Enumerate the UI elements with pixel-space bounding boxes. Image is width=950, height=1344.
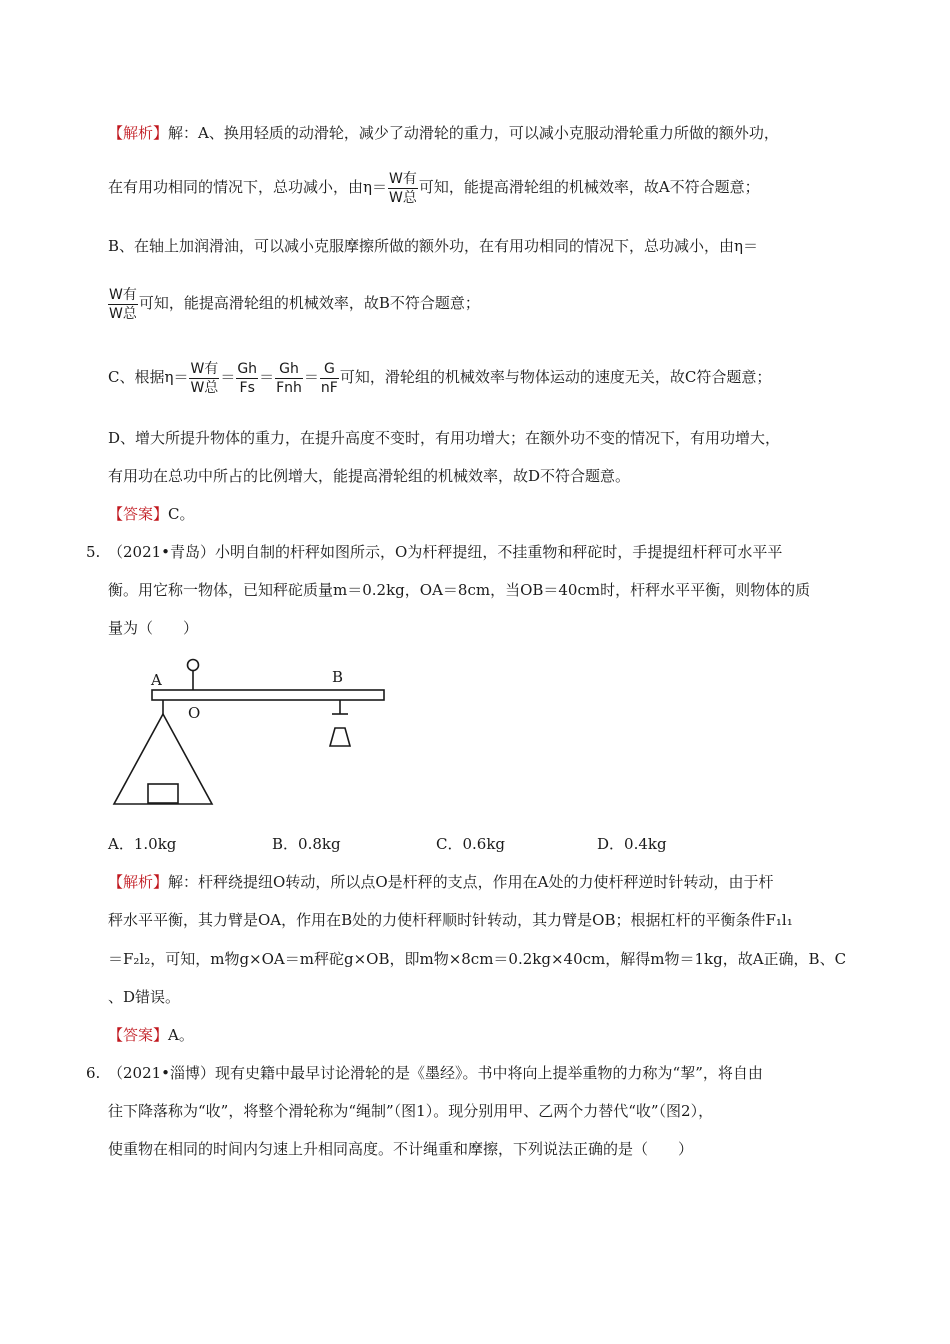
efficiency-fraction bbox=[388, 170, 418, 207]
question-number: 6. bbox=[86, 1064, 101, 1082]
analysis-paragraph bbox=[108, 872, 773, 892]
fraction-numerator: W有 bbox=[109, 286, 137, 303]
analysis-text: 解：A、换用轻质的动滑轮，减少了动滑轮的重力，可以减小克服动滑轮重力所做的额外功， bbox=[168, 124, 779, 142]
analysis-tag: 【解析】 bbox=[108, 124, 169, 142]
analysis-line: 秤水平平衡，其力臂是OA，作用在B处的力使杆秤顺时针转动，其力臂是OB；根据杠杆的平衡条件F₁l₁ bbox=[108, 911, 793, 929]
object-box bbox=[148, 784, 178, 803]
lift-knob bbox=[188, 660, 199, 671]
answer-tag: 【答案】 bbox=[108, 505, 169, 523]
fraction-denominator: nF bbox=[320, 379, 338, 396]
analysis-text: B、在轴上加润滑油，可以减小克服摩擦所做的额外功，在有用功相同的情况下，总功减小，由η＝ bbox=[108, 237, 759, 255]
steelyard-beam bbox=[152, 690, 384, 700]
fraction-denominator: W总 bbox=[109, 305, 137, 322]
efficiency-fraction bbox=[108, 286, 138, 323]
option-d: D．0.4kg bbox=[597, 835, 667, 853]
question-text: 往下降落称为“收”，将整个滑轮称为“绳制”（图1）。现分别用甲、乙两个力替代“收”（图2）， bbox=[108, 1102, 714, 1120]
counterweight bbox=[330, 728, 350, 746]
analysis-text: 可知，滑轮组的机械效率与物体运动的速度无关，故C符合题意； bbox=[339, 368, 772, 386]
analysis-line: ＝F₂l₂，可知，m物g×OA＝m秤砣g×OB，即m物×8cm＝0.2kg×40cm，解得m物＝1kg，故A正确，B、C bbox=[108, 950, 847, 968]
analysis-text: D、增大所提升物体的重力，在提升高度不变时，有用功增大；在额外功不变的情况下，有用功增大， bbox=[108, 429, 781, 447]
equals-sign: ＝ bbox=[303, 368, 319, 386]
analysis-line bbox=[108, 236, 758, 256]
analysis-text: 可知，能提高滑轮组的机械效率，故A不符合题意； bbox=[418, 178, 760, 196]
analysis-text: 在有用功相同的情况下，总功减小，由η＝ bbox=[108, 178, 387, 196]
analysis-text: C、根据η＝ bbox=[108, 368, 189, 386]
question-text: 衡。用它称一物体，已知秤砣质量m＝0.2kg，OA＝8cm，当OB＝40cm时，杆秤水平平衡，则物体的质 bbox=[108, 581, 811, 599]
fraction-denominator: Fnh bbox=[276, 379, 302, 396]
fraction-numerator: W有 bbox=[190, 360, 219, 377]
option-a: A．1.0kg bbox=[108, 835, 177, 853]
fraction-numerator: W有 bbox=[389, 170, 417, 187]
option-c: C．0.6kg bbox=[436, 835, 506, 853]
analysis-text: 解：杆秤绕提纽O转动，所以点O是杆秤的支点，作用在A处的力使杆秤逆时针转动，由于杆 bbox=[168, 873, 774, 891]
analysis-text: 有用功在总功中所占的比例增大，能提高滑轮组的机械效率，故D不符合题意。 bbox=[108, 467, 631, 485]
analysis-tag: 【解析】 bbox=[108, 873, 169, 891]
answer-paragraph bbox=[108, 504, 195, 524]
answer-tag: 【答案】 bbox=[108, 1026, 169, 1044]
analysis-text: 可知，能提高滑轮组的机械效率，故B不符合题意； bbox=[138, 294, 480, 312]
force-fraction bbox=[320, 360, 339, 397]
equals-sign: ＝ bbox=[220, 368, 236, 386]
question-text: （2021•淄博）现有史籍中最早讨论滑轮的是《墨经》。书中将向上提举重物的力称为“挈”，将自由 bbox=[108, 1064, 763, 1082]
analysis-line bbox=[108, 466, 630, 486]
answer-text: C。 bbox=[168, 505, 195, 523]
analysis-line bbox=[108, 164, 760, 210]
fraction-numerator: Gh bbox=[275, 360, 303, 379]
answer-text: A。 bbox=[168, 1026, 194, 1044]
fraction-denominator: Fs bbox=[239, 379, 255, 396]
work-fraction bbox=[236, 360, 258, 397]
analysis-line: 、D错误。 bbox=[108, 988, 181, 1006]
fraction-denominator: W总 bbox=[190, 379, 219, 396]
fraction-numerator: G bbox=[320, 360, 339, 379]
fraction-numerator: Gh bbox=[237, 360, 258, 377]
efficiency-fraction bbox=[189, 360, 219, 397]
fraction-denominator: W总 bbox=[389, 189, 417, 206]
label-a: A bbox=[151, 671, 162, 689]
equals-sign: ＝ bbox=[259, 368, 275, 386]
analysis-line bbox=[108, 354, 771, 400]
steelyard-diagram bbox=[108, 652, 392, 814]
analysis-paragraph bbox=[108, 123, 779, 143]
analysis-line bbox=[108, 280, 480, 326]
answer-paragraph bbox=[108, 1025, 194, 1045]
question-text: （2021•青岛）小明自制的杆秤如图所示，O为杆秤提纽，不挂重物和秤砣时，手提提纽杆秤可水平平 bbox=[108, 543, 783, 561]
weighing-pan bbox=[114, 714, 212, 804]
question-text: 使重物在相同的时间内匀速上升相同高度。不计绳重和摩擦，下列说法正确的是（ ） bbox=[108, 1140, 694, 1158]
question-text: 量为（ ） bbox=[108, 619, 199, 637]
option-b: B．0.8kg bbox=[272, 835, 341, 853]
label-b: B bbox=[332, 668, 344, 686]
label-o: O bbox=[188, 704, 201, 722]
analysis-line bbox=[108, 428, 780, 448]
question-number: 5. bbox=[86, 543, 101, 561]
work-fraction bbox=[275, 360, 303, 397]
